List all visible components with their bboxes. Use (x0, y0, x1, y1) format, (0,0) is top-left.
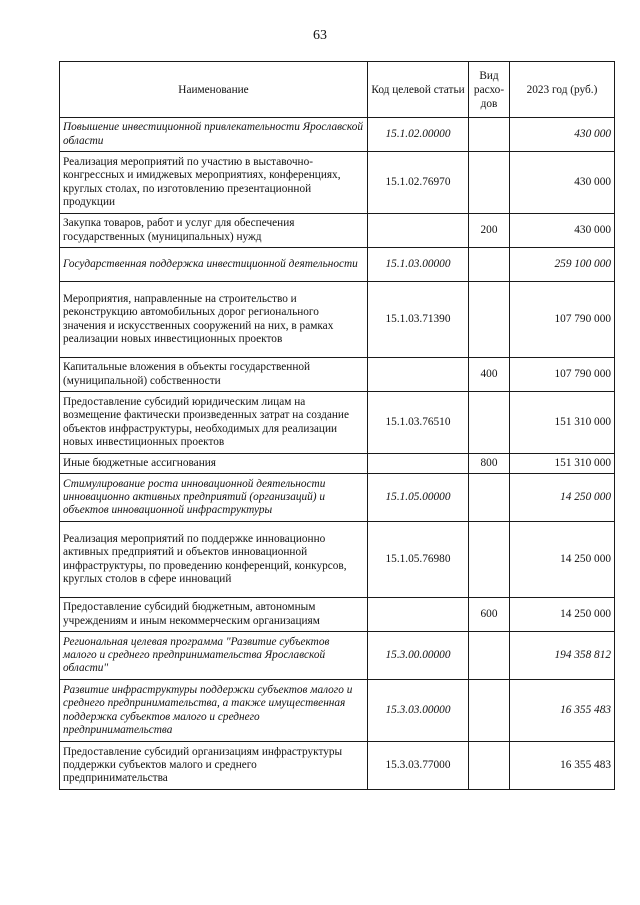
row-code: 15.1.02.76970 (368, 152, 469, 214)
table-row (60, 392, 615, 454)
row-amount: 430 000 (510, 214, 615, 248)
row-kind: 200 (469, 214, 510, 248)
header-kind: Вид расхо-дов (469, 62, 510, 118)
row-name: Реализация мероприятий по поддержке инновационно активных предприятий и объектов инновационной инфраструктуры, по проведению конференций, конкурсов, круглых столов в сфере инноваций (60, 522, 368, 598)
row-code (368, 214, 469, 248)
row-amount: 14 250 000 (510, 598, 615, 632)
table-row (60, 248, 615, 282)
row-code (368, 358, 469, 392)
row-code: 15.1.05.00000 (368, 474, 469, 522)
row-amount: 107 790 000 (510, 358, 615, 392)
row-amount: 259 100 000 (510, 248, 615, 282)
row-kind (469, 392, 510, 454)
row-kind: 400 (469, 358, 510, 392)
row-code: 15.3.00.00000 (368, 632, 469, 680)
row-kind: 800 (469, 454, 510, 474)
row-kind (469, 282, 510, 358)
page-number: 63 (313, 28, 327, 43)
row-kind (469, 742, 510, 790)
row-code: 15.1.02.00000 (368, 118, 469, 152)
row-kind (469, 118, 510, 152)
row-amount: 430 000 (510, 152, 615, 214)
table-row (60, 214, 615, 248)
row-amount: 16 355 483 (510, 680, 615, 742)
row-amount: 194 358 812 (510, 632, 615, 680)
row-code: 15.1.03.00000 (368, 248, 469, 282)
row-amount: 16 355 483 (510, 742, 615, 790)
row-kind (469, 248, 510, 282)
table-row (60, 474, 615, 522)
row-amount: 107 790 000 (510, 282, 615, 358)
table-row (60, 454, 615, 474)
row-code: 15.1.03.76510 (368, 392, 469, 454)
table-row (60, 282, 615, 358)
row-name: Иные бюджетные ассигнования (60, 454, 368, 474)
budget-table (59, 61, 615, 790)
table-body (60, 118, 615, 790)
row-name: Реализация мероприятий по участию в выставочно-конгрессных и имиджевых мероприятиях, конференциях, круглых столах, по изготовлению презентационной продукции (60, 152, 368, 214)
header-amount: 2023 год (руб.) (510, 62, 615, 118)
row-kind: 600 (469, 598, 510, 632)
table-row (60, 118, 615, 152)
row-code: 15.3.03.00000 (368, 680, 469, 742)
row-name: Развитие инфраструктуры поддержки субъектов малого и среднего предпринимательства, а также имущественная поддержка субъектов малого и среднего предпринимательства (60, 680, 368, 742)
row-kind (469, 522, 510, 598)
table-row (60, 358, 615, 392)
table-header-row (60, 62, 615, 118)
row-amount: 151 310 000 (510, 392, 615, 454)
row-amount: 14 250 000 (510, 522, 615, 598)
row-kind (469, 152, 510, 214)
row-name: Мероприятия, направленные на строительство и реконструкцию автомобильных дорог регионального значения и искусственных сооружений на них, в рамках реализации новых инвестиционных проектов (60, 282, 368, 358)
row-name: Капитальные вложения в объекты государственной (муниципальной) собственности (60, 358, 368, 392)
row-code: 15.1.05.76980 (368, 522, 469, 598)
row-name: Предоставление субсидий юридическим лицам на возмещение фактически произведенных затрат на создание объектов инфраструктуры, необходимых для реализации новых инвестиционных проектов (60, 392, 368, 454)
table-row (60, 680, 615, 742)
table-row (60, 152, 615, 214)
header-code: Код целевой статьи (368, 62, 469, 118)
table-row (60, 522, 615, 598)
row-code (368, 598, 469, 632)
row-name: Повышение инвестиционной привлекательности Ярославской области (60, 118, 368, 152)
header-name: Наименование (60, 62, 368, 118)
row-amount: 430 000 (510, 118, 615, 152)
row-amount: 151 310 000 (510, 454, 615, 474)
table-row (60, 742, 615, 790)
row-kind (469, 680, 510, 742)
row-kind (469, 474, 510, 522)
row-amount: 14 250 000 (510, 474, 615, 522)
row-name: Предоставление субсидий организациям инфраструктуры поддержки субъектов малого и среднего предпринимательства (60, 742, 368, 790)
row-name: Региональная целевая программа "Развитие субъектов малого и среднего предпринимательства Ярославской области" (60, 632, 368, 680)
row-name: Стимулирование роста инновационной деятельности инновационно активных предприятий (организаций) и объектов инновационной инфраструктуры (60, 474, 368, 522)
table-row (60, 632, 615, 680)
row-kind (469, 632, 510, 680)
row-name: Закупка товаров, работ и услуг для обеспечения государственных (муниципальных) нужд (60, 214, 368, 248)
row-name: Предоставление субсидий бюджетным, автономным учреждениям и иным некоммерческим организациям (60, 598, 368, 632)
row-code: 15.3.03.77000 (368, 742, 469, 790)
table-row (60, 598, 615, 632)
row-code: 15.1.03.71390 (368, 282, 469, 358)
row-name: Государственная поддержка инвестиционной деятельности (60, 248, 368, 282)
row-code (368, 454, 469, 474)
